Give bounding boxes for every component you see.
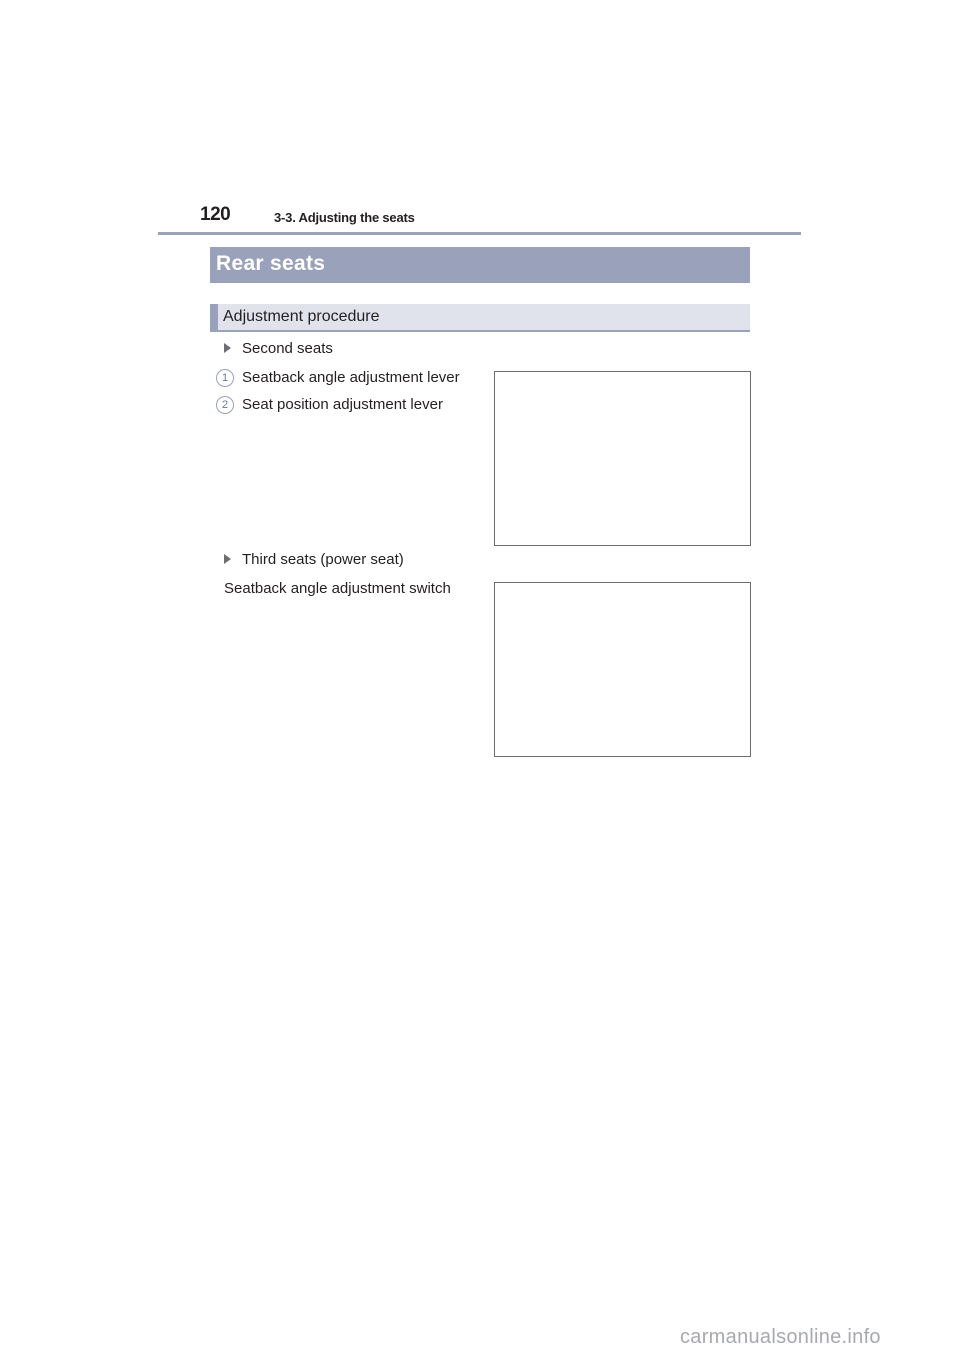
watermark: carmanualsonline.info bbox=[680, 1326, 881, 1348]
triangle-bullet-icon bbox=[224, 343, 231, 353]
list-item-label: Seatback angle adjustment lever bbox=[242, 369, 460, 386]
section-title: Rear seats bbox=[216, 252, 326, 275]
second-seats-illustration bbox=[494, 371, 751, 546]
list-item-label: Seat position adjustment lever bbox=[242, 396, 443, 413]
subsection-title-bar bbox=[210, 304, 750, 332]
subsection-accent bbox=[210, 304, 218, 330]
third-seats-description: Seatback angle adjustment switch bbox=[224, 580, 451, 597]
header-divider bbox=[158, 232, 801, 235]
third-seats-label: Third seats (power seat) bbox=[242, 551, 404, 568]
section-breadcrumb: 3-3. Adjusting the seats bbox=[274, 210, 415, 225]
triangle-bullet-icon bbox=[224, 554, 231, 564]
page-number: 120 bbox=[200, 204, 231, 225]
number-badge: 2 bbox=[216, 396, 234, 414]
number-badge: 1 bbox=[216, 369, 234, 387]
subsection-title: Adjustment procedure bbox=[223, 308, 380, 325]
section-title-bar bbox=[210, 247, 750, 283]
third-seats-illustration bbox=[494, 582, 751, 757]
second-seats-label: Second seats bbox=[242, 340, 333, 357]
